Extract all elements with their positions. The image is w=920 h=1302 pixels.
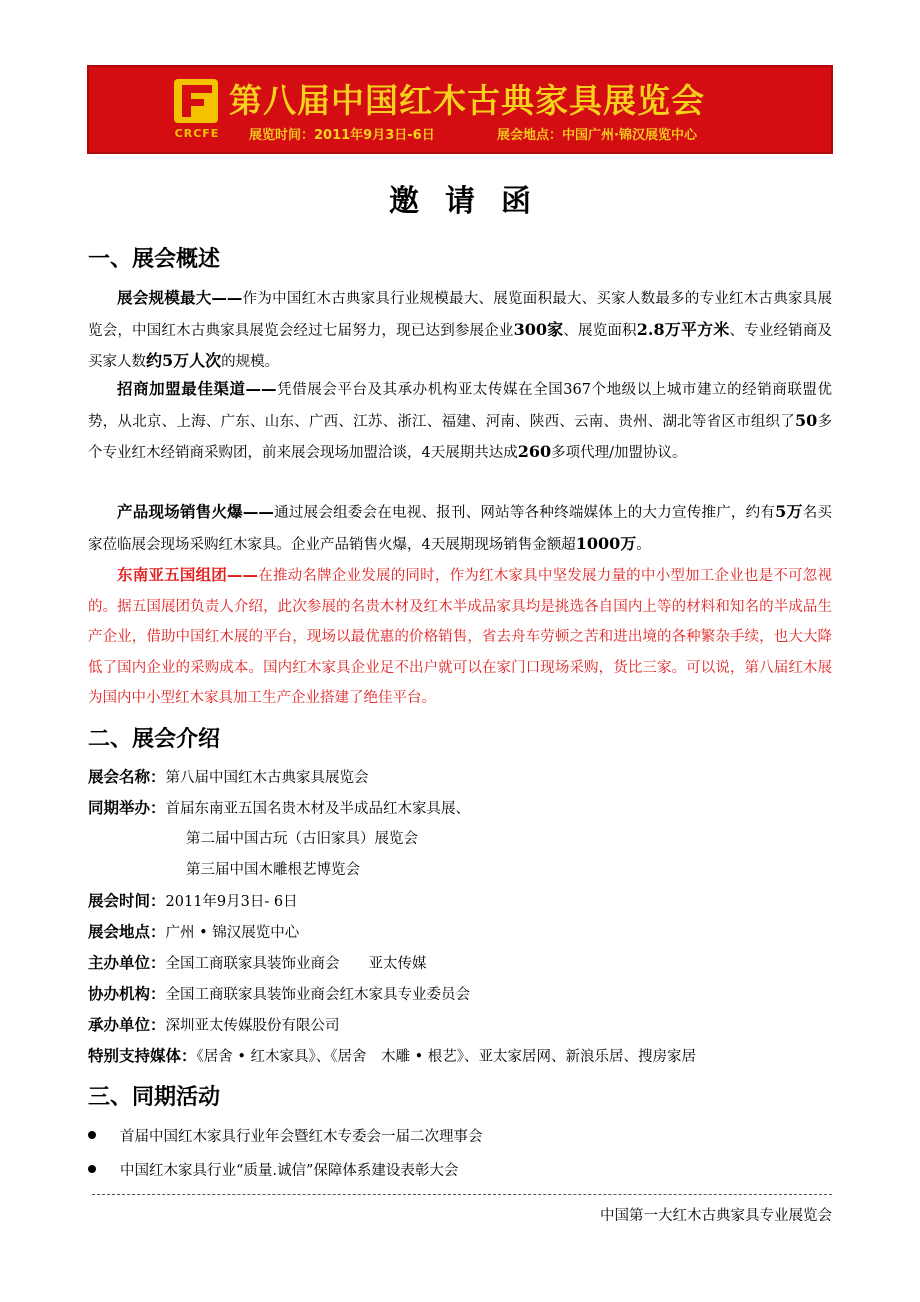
info-key: 展会地点： xyxy=(88,923,166,941)
info-value: 《居舍 • 红木家具》、《居舍 木雕 • 根艺》、亚太家居网、新浪乐居、搜房家居 xyxy=(196,1049,697,1065)
para-text: 。 xyxy=(636,536,651,553)
para-bold: 300家 xyxy=(513,319,564,339)
info-row-name xyxy=(88,767,369,788)
list-item xyxy=(88,1159,458,1180)
para-text: 多项代理/加盟协议。 xyxy=(551,445,687,461)
para-text: 通过展会组委会在电视、报刊、网站等各种终端媒体上的大力宣传推广，约有 xyxy=(273,505,776,521)
info-row-organizer xyxy=(88,1015,340,1036)
paragraph-sales xyxy=(88,497,832,560)
para-lead: 展会规模最大—— xyxy=(117,289,243,307)
para-text: 、展览面积 xyxy=(563,322,637,339)
info-value: 广州 • 锦汉展览中心 xyxy=(165,925,300,941)
footer-text: 中国第一大红木古典家具专业展览会 xyxy=(600,1208,832,1224)
info-row-concurrent xyxy=(88,798,470,819)
header-banner xyxy=(87,65,833,154)
info-key: 同期举办： xyxy=(88,799,166,817)
info-value: 首届东南亚五国名贵木材及半成品红木家具展、 xyxy=(165,801,471,817)
info-key: 协办机构： xyxy=(88,985,166,1003)
list-item-text: 中国红木家具行业“质量.诚信”保障体系建设表彰大会 xyxy=(120,1163,459,1179)
document-title: 邀请函 xyxy=(389,184,557,219)
info-row-co-organizer xyxy=(88,984,470,1005)
info-key: 承办单位： xyxy=(88,1016,166,1034)
info-row-time xyxy=(88,891,298,912)
info-value: 全国工商联家具装饰业商会红木家具专业委员会 xyxy=(165,987,471,1003)
info-key: 展会名称： xyxy=(88,768,166,786)
info-row-venue xyxy=(88,922,299,943)
list-item xyxy=(88,1125,483,1146)
para-bold: 1000万 xyxy=(575,533,637,553)
info-row-concurrent-3: 第三届中国木雕根艺博览会 xyxy=(186,862,360,878)
para-lead: 产品现场销售火爆—— xyxy=(117,503,274,521)
bullet-icon xyxy=(88,1165,96,1173)
section-3-heading: 三、同期活动 xyxy=(88,1085,221,1110)
para-bold: 约5万人次 xyxy=(146,351,222,370)
para-text: 作为中国红木古典家具行业规模最大、展览面积最大、买家人数最多的专业红木古典家具展览会，中国红木古典家具展览会经过七届努力，现已达到参展企业 xyxy=(88,291,832,339)
info-value: 全国工商联家具装饰业商会 亚太传媒 xyxy=(165,956,427,972)
bullet-icon xyxy=(88,1131,96,1139)
footer-divider xyxy=(92,1194,832,1195)
paragraph-channel xyxy=(88,374,832,469)
logo-text: CRCFE xyxy=(174,127,220,140)
para-lead: 东南亚五国组团—— xyxy=(117,566,259,584)
section-2-heading: 二、展会介绍 xyxy=(88,727,221,752)
banner-time: 展览时间：2011年9月3日-6日 xyxy=(249,128,435,143)
info-value: 第八届中国红木古典家具展览会 xyxy=(165,770,369,786)
para-text: 名买家莅临展会现场采购红木家具。企业产品销售火爆，4天展期现场销售金额超 xyxy=(88,505,832,553)
info-key: 展会时间： xyxy=(88,892,166,910)
crcfe-logo-icon xyxy=(174,79,218,123)
para-bold: 2.8万平方米 xyxy=(636,319,730,339)
para-bold: 5万 xyxy=(775,502,803,521)
info-key: 主办单位： xyxy=(88,954,166,972)
para-text: 多个专业红木经销商采购团，前来展会现场加盟洽谈，4天展期共达成 xyxy=(88,413,833,461)
para-bold: 260 xyxy=(517,442,552,461)
para-bold: 50 xyxy=(795,410,818,430)
info-key: 特别支持媒体： xyxy=(88,1047,197,1065)
banner-title: 第八届中国红木古典家具展览会 xyxy=(229,81,705,120)
info-row-concurrent-2: 第二届中国古玩（古旧家具）展览会 xyxy=(186,831,418,847)
banner-venue: 展会地点：中国广州·锦汉展览中心 xyxy=(497,128,697,143)
para-text: 的规模。 xyxy=(221,354,280,370)
list-item-text: 首届中国红木家具行业年会暨红木专委会一届二次理事会 xyxy=(120,1129,483,1145)
para-lead: 招商加盟最佳渠道—— xyxy=(117,380,277,398)
info-row-host xyxy=(88,953,427,974)
info-row-media xyxy=(88,1046,696,1067)
para-text: 、专业经销商及买家人数 xyxy=(88,322,833,370)
section-1-heading: 一、展会概述 xyxy=(88,247,221,272)
paragraph-scale xyxy=(88,283,832,378)
info-value: 深圳亚太传媒股份有限公司 xyxy=(165,1018,340,1034)
para-text: 在推动名牌企业发展的同时，作为红木家具中坚发展力量的中小型加工企业也是不可忽视的。据五国展团负责人介绍，此次参展的名贵木材及红木半成品家具均是挑选各自国内上等的材料和知名的半成品生产企业，借助中国红木展的平台，现场以最优惠的价格销售，省去舟车劳顿之苦和进出境的各种繁杂手续，也大大降低了国内企业的采购成本。国内红木家具企业足不出户就可以在家门口现场采购，货比三家。可以说，第八届红木展为国内中小型红木家具加工生产企业搭建了绝佳平台。 xyxy=(88,568,832,706)
info-value: 2011年9月3日- 6日 xyxy=(165,894,298,910)
para-text: 凭借展会平台及其承办机构亚太传媒在全国367个地级以上城市建立的经销商联盟优势，从北京、上海、广东、山东、广西、江苏、浙江、福建、河南、陕西、云南、贵州、湖北等省区市组织了 xyxy=(88,382,832,430)
paragraph-southeast-asia xyxy=(88,560,832,714)
